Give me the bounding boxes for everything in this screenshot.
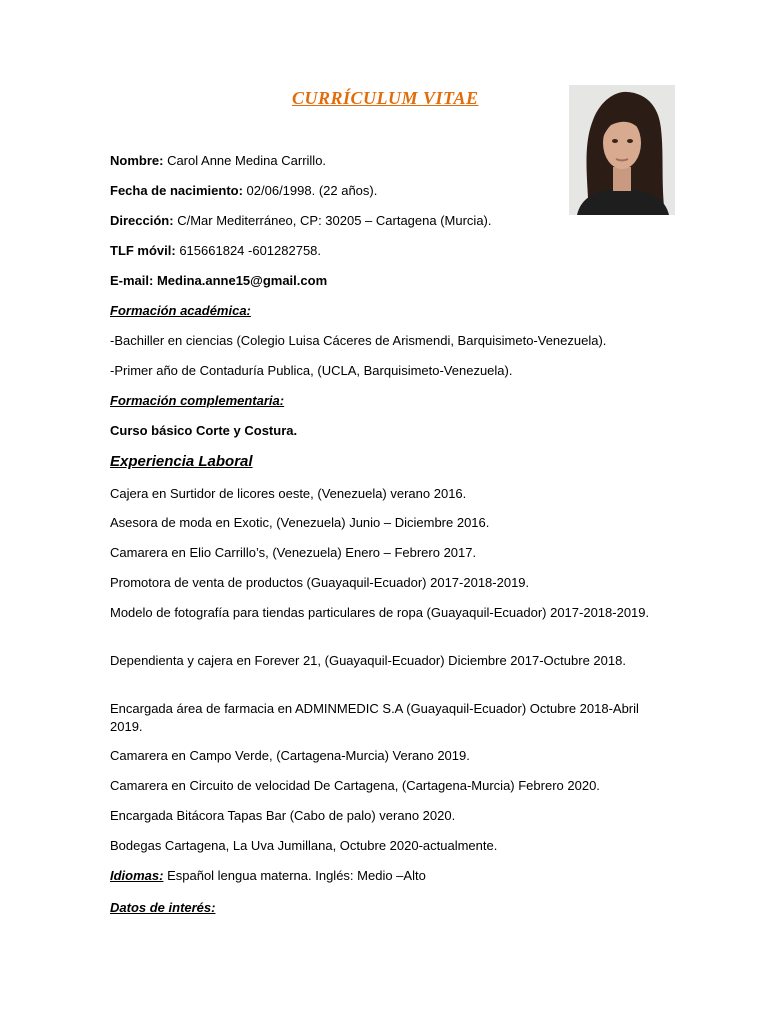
- phone-label: TLF móvil:: [110, 243, 176, 258]
- languages-value: Español lengua materna. Inglés: Medio –Alto: [163, 868, 426, 883]
- complementary-item: Curso básico Corte y Costura.: [110, 423, 298, 438]
- languages-line: [110, 867, 655, 885]
- phone-line: [110, 242, 655, 260]
- dob-label: Fecha de nacimiento:: [110, 183, 243, 198]
- experience-item: Bodegas Cartagena, La Uva Jumillana, Octubre 2020-actualmente.: [110, 838, 498, 853]
- experience-item: Camarera en Circuito de velocidad De Cartagena, (Cartagena-Murcia) Febrero 2020.: [110, 778, 600, 793]
- dob-line: [110, 182, 655, 200]
- experience-item: Promotora de venta de productos (Guayaquil-Ecuador) 2017-2018-2019.: [110, 575, 530, 590]
- name-label: Nombre:: [110, 153, 164, 168]
- experience-item: Dependienta y cajera en Forever 21, (Guayaquil-Ecuador) Diciembre 2017-Octubre 2018.: [110, 653, 626, 668]
- experience-item: Modelo de fotografía para tiendas particulares de ropa (Guayaquil-Ecuador) 2017-2018-2019.: [110, 605, 650, 620]
- languages-heading: Idiomas:: [110, 868, 164, 883]
- academic-heading: Formación académica:: [110, 303, 251, 318]
- experience-item: Encargada Bitácora Tapas Bar (Cabo de palo) verano 2020.: [110, 808, 456, 823]
- experience-item: Camarera en Elio Carrillo’s, (Venezuela) Enero – Febrero 2017.: [110, 545, 477, 560]
- interests-heading: Datos de interés:: [110, 900, 216, 915]
- complementary-heading: Formación complementaria:: [110, 393, 285, 408]
- experience-item: Encargada área de farmacia en ADMINMEDIC S.A (Guayaquil-Ecuador) Octubre 2018-Abril 2019.: [110, 701, 639, 734]
- experience-item: Camarera en Campo Verde, (Cartagena-Murcia) Verano 2019.: [110, 748, 470, 763]
- experience-item: Cajera en Surtidor de licores oeste, (Venezuela) verano 2016.: [110, 486, 467, 501]
- document-title: CURRÍCULUM VITAE: [292, 88, 479, 108]
- address-line: [110, 212, 655, 230]
- name-value: Carol Anne Medina Carrillo.: [163, 153, 327, 168]
- experience-item: Asesora de moda en Exotic, (Venezuela) Junio – Diciembre 2016.: [110, 515, 490, 530]
- email-label: E-mail:: [110, 273, 154, 288]
- dob-value: 02/06/1998. (22 años).: [242, 183, 378, 198]
- academic-item: -Bachiller en ciencias (Colegio Luisa Cáceres de Arismendi, Barquisimeto-Venezuela).: [110, 333, 607, 348]
- experience-heading: Experiencia Laboral: [110, 453, 253, 470]
- academic-item: -Primer año de Contaduría Publica, (UCLA, Barquisimeto-Venezuela).: [110, 363, 513, 378]
- address-label: Dirección:: [110, 213, 174, 228]
- email-value: Medina.anne15@gmail.com: [153, 273, 328, 288]
- email-line: [110, 272, 655, 290]
- name-line: [110, 152, 655, 170]
- address-value: C/Mar Mediterráneo, CP: 30205 – Cartagena (Murcia).: [173, 213, 492, 228]
- phone-value: 615661824 -601282758.: [175, 243, 322, 258]
